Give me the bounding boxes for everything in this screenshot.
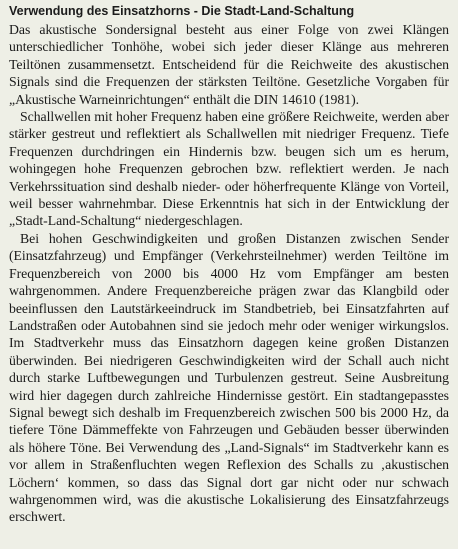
paragraph-city-country: Bei hohen Geschwindigkeiten und großen Distanzen zwischen Sender (Einsatzfahrzeug) und Empfänger (Verkehrsteilnehmer) werden Teiltöne im Frequenzbereich von 2000 bis 4000 Hz vom Empfänger am besten wahrgenommen. Andere Frequenzbereiche prägen zwar das Klangbild oder beeinflussen den Lautstärkeeindruck im Standbetrieb, bei Einsatzfahrten auf Landstraßen oder Autobahnen sind sie jedoch mehr oder weniger wirkungslos. Im Stadtverkehr muss das Einsatzhorn dagegen keine großen Distanzen überwinden. Bei niedrigeren Geschwindigkeiten wird der Schall auch nicht durch starke Luftbewegungen und Turbulenzen gestreut. Seine Ausbreitung wird hier dagegen durch zahlreiche Hindernisse gestört. Ein stadtangepasstes Signal bewegt sich deshalb im Frequenzbereich zwischen 500 bis 2000 Hz, da tiefere Töne Dämmeffekte von Fahrzeugen und Gebäuden besser überwinden als höhere Töne. Bei Verwendung des „Land-Signals“ im Stadtverkehr kann es vor allem in Straßenfluchten wegen Reflexion des Schalls zu ‚akustischen Löchern‘ kommen, so dass das Signal dort gar nicht oder nur schwach wahrgenommen wird, was die akustische Lokalisierung des Einsatzfahrzeugs erschwert. bbox=[9, 230, 449, 525]
paragraph-frequency: Schallwellen mit hoher Frequenz haben eine größere Reichweite, werden aber stärker gestreut und reflektiert als Schallwellen mit niedriger Frequenz. Tiefe Frequenzen durchdringen ein Hindernis bzw. beugen sich um es herum, wohingegen hohe Frequenzen gebrochen bzw. reflektiert werden. Je nach Verkehrssituation sind deshalb nieder- oder höherfrequente Klänge von Vorteil, weil besser wahrnehmbar. Diese Erkenntnis hat sich in der Entwicklung der „Stadt-Land-Schaltung“ niedergeschlagen. bbox=[9, 109, 449, 229]
paragraph-intro: Das akustische Sondersignal besteht aus einer Folge von zwei Klängen unterschiedlicher Tonhöhe, wobei sich jeder dieser Klänge aus mehreren Teiltönen zusammensetzt. Entscheidend für die Reichweite des akustischen Signals sind die Frequenzen der stärksten Teiltöne. Gesetzliche Vorgaben für „Akustische Warneinrichtungen“ enthält die DIN 14610 (1981). bbox=[9, 22, 449, 107]
section-heading: Verwendung des Einsatzhorns - Die Stadt-Land-Schaltung bbox=[9, 4, 355, 18]
